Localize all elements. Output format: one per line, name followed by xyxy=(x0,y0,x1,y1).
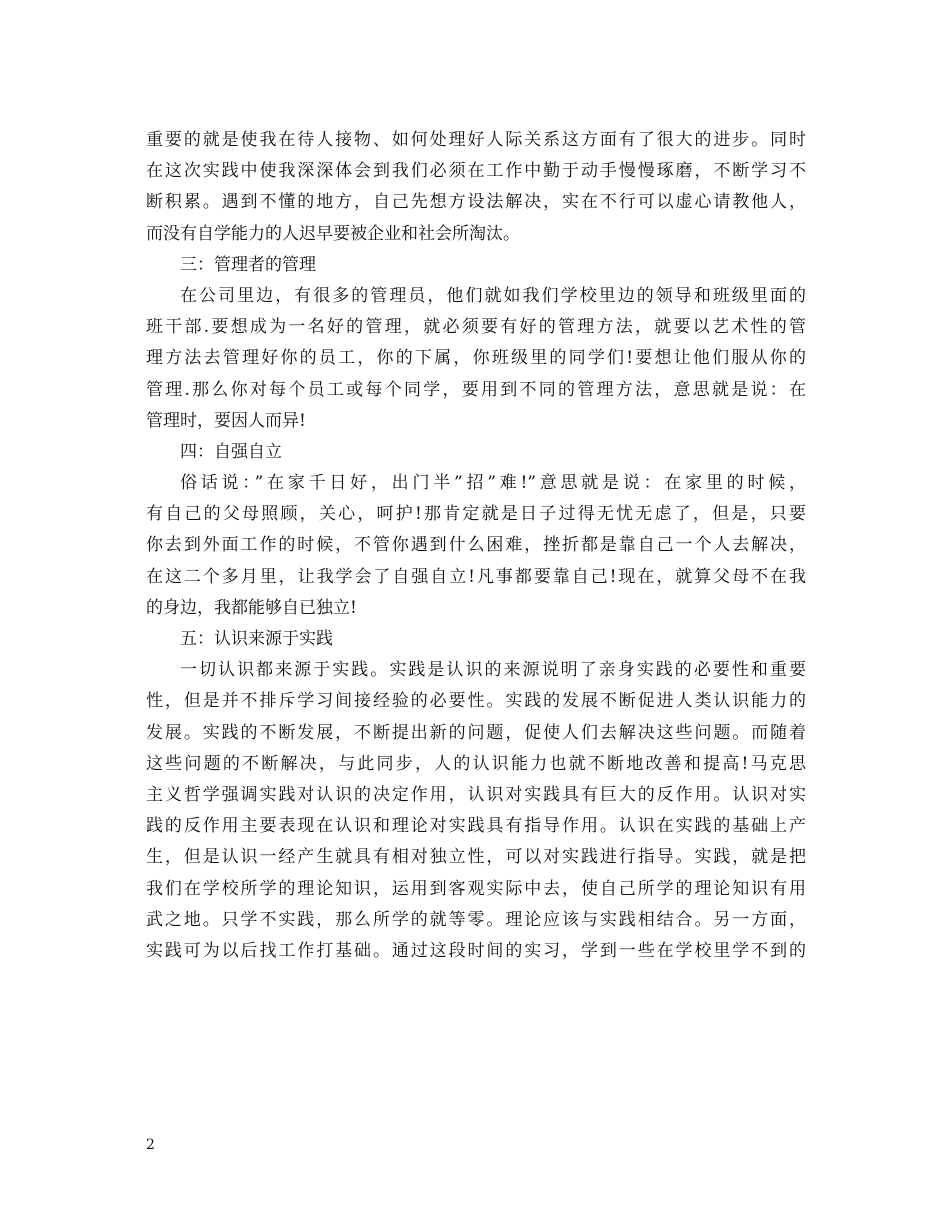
text-line: 管理.那么你对每个员工或每个同学，要用到不同的管理方法，意思就是说：在 xyxy=(146,379,806,400)
text-line: 有自己的父母照顾，关心，呵护!那肯定就是日子过得无忧无虑了，但是，只要 xyxy=(146,504,806,525)
text-line: 在这次实践中使我深深体会到我们必须在工作中勤于动手慢慢琢磨，不断学习不 xyxy=(146,161,806,182)
text-line: 一切认识都来源于实践。实践是认识的来源说明了亲身实践的必要性和重要 xyxy=(180,660,806,681)
text-line: 理方法去管理好你的员工，你的下属，你班级里的同学们!要想让他们服从你的 xyxy=(146,348,806,369)
text-line: 践的反作用主要表现在认识和理论对实践具有指导作用。认识在实践的基础上产 xyxy=(146,816,806,837)
text-line: 四：自强自立 xyxy=(180,441,282,462)
text-line: 主义哲学强调实践对认识的决定作用，认识对实践具有巨大的反作用。认识对实 xyxy=(146,784,806,805)
text-line: 而没有自学能力的人迟早要被企业和社会所淘汰。 xyxy=(146,223,520,244)
text-line: 班干部.要想成为一名好的管理，就必须要有好的管理方法，就要以艺术性的管 xyxy=(146,317,806,338)
text-line: 实践可为以后找工作打基础。通过这段时间的实习，学到一些在学校里学不到的 xyxy=(146,940,806,961)
text-line: 管理时，要因人而异! xyxy=(146,410,306,431)
text-line: 五：认识来源于实践 xyxy=(180,629,333,649)
text-line: 在公司里边，有很多的管理员，他们就如我们学校里边的领导和班级里面的 xyxy=(180,285,806,306)
page-number: 2 xyxy=(146,1137,155,1153)
text-line: 性，但是并不排斥学习间接经验的必要性。实践的发展不断促进人类认识能力的 xyxy=(146,691,806,712)
text-line: 你去到外面工作的时候，不管你遇到什么困难，挫折都是靠自己一个人去解决， xyxy=(146,535,806,556)
text-line: 三：管理者的管理 xyxy=(180,254,316,275)
text-line: 发展。实践的不断发展，不断提出新的问题，促使人们去解决这些问题。而随着 xyxy=(146,722,806,743)
text-line: 武之地。只学不实践，那么所学的就等零。理论应该与实践相结合。另一方面， xyxy=(146,909,806,930)
text-line: 俗话说：”在家千日好，出门半”招”难!”意思就是说：在家里的时候， xyxy=(180,473,806,494)
text-line: 在这二个多月里，让我学会了自强自立!凡事都要靠自己!现在，就算父母不在我 xyxy=(146,566,806,587)
text-line: 我们在学校所学的理论知识，运用到客观实际中去，使自己所学的理论知识有用 xyxy=(146,878,806,899)
document-body xyxy=(146,125,806,967)
text-line: 断积累。遇到不懂的地方，自己先想方设法解决，实在不行可以虚心请教他人， xyxy=(146,192,806,213)
text-line: 的身边，我都能够自已独立! xyxy=(146,597,357,618)
text-line: 重要的就是使我在待人接物、如何处理好人际关系这方面有了很大的进步。同时 xyxy=(146,130,806,150)
text-line: 这些问题的不断解决，与此同步，人的认识能力也就不断地改善和提高!马克思 xyxy=(146,753,806,774)
text-line: 生，但是认识一经产生就具有相对独立性，可以对实践进行指导。实践，就是把 xyxy=(146,847,806,868)
